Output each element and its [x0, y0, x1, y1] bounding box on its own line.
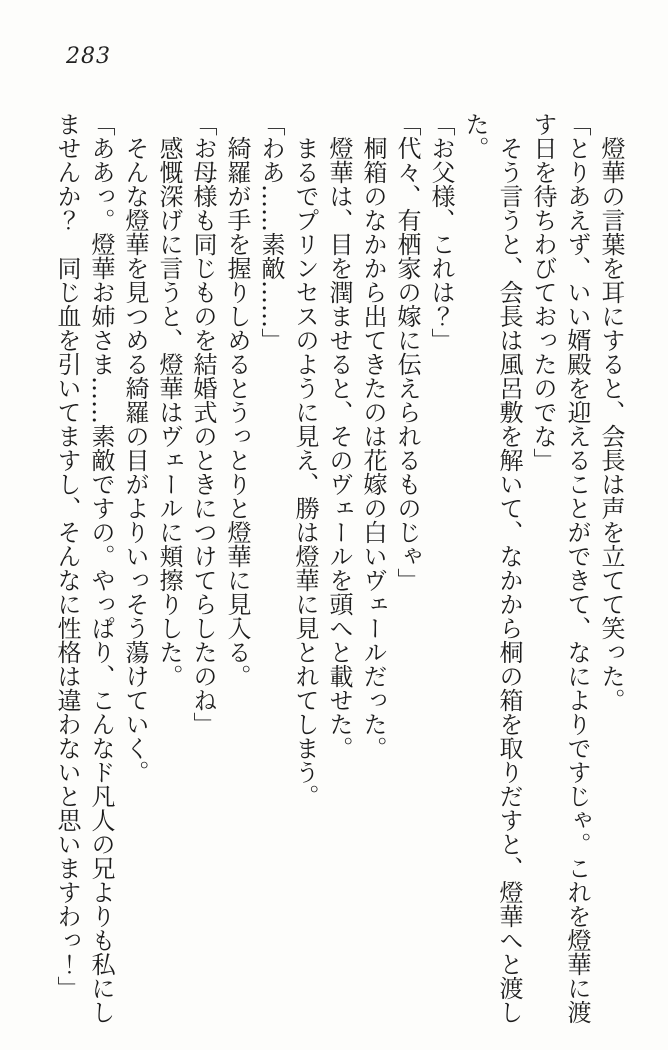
paragraph: 燈華の言葉を耳にすると、会長は声を立てて笑った。	[597, 136, 625, 712]
paragraph: 燈華は、目を潤ませると、そのヴェールを頭へと載せた。	[325, 136, 353, 760]
paragraph: 「お母様も同じものを結婚式のときにつけてらしたのね」	[189, 112, 217, 736]
paragraph: そう言うと、会長は風呂敷を解いて、なかから桐の箱を取りだすと、燈華へと渡した。	[461, 112, 523, 1024]
paragraph: 綺羅が手を握りしめるとうっとりと燈華に見入る。	[223, 136, 251, 688]
page-number: 283	[66, 44, 111, 69]
novel-text-block	[50, 112, 628, 1030]
paragraph: 感慨深げに言うと、燈華はヴェールに頬擦りした。	[155, 136, 183, 688]
paragraph: 「とりあえず、いい婿殿を迎えることができて、なによりですじゃ。これを燈華に渡す日を待ちわびておったのでな」	[529, 112, 591, 1024]
paragraph: 桐箱のなかから出てきたのは花嫁の白いヴェールだった。	[359, 136, 387, 760]
paragraph: 「ああっ。燈華お姉さま……素敵ですの。やっぱり、こんなド凡人の兄よりも私にしませんか？ 同じ血を引いてますし、そんなに性格は違わないと思いますわっ！」	[53, 112, 115, 1024]
paragraph: そんな燈華を見つめる綺羅の目がよりいっそう蕩けていく。	[121, 136, 149, 784]
paragraph: 「わあ……素敵……」	[257, 112, 285, 352]
paragraph: 「お父様、これは？」	[427, 112, 455, 352]
paragraph: 「代々、有栖家の嫁に伝えられるものじゃ」	[393, 112, 421, 592]
paragraph: まるでプリンセスのように見え、勝は燈華に見とれてしまう。	[291, 136, 319, 808]
